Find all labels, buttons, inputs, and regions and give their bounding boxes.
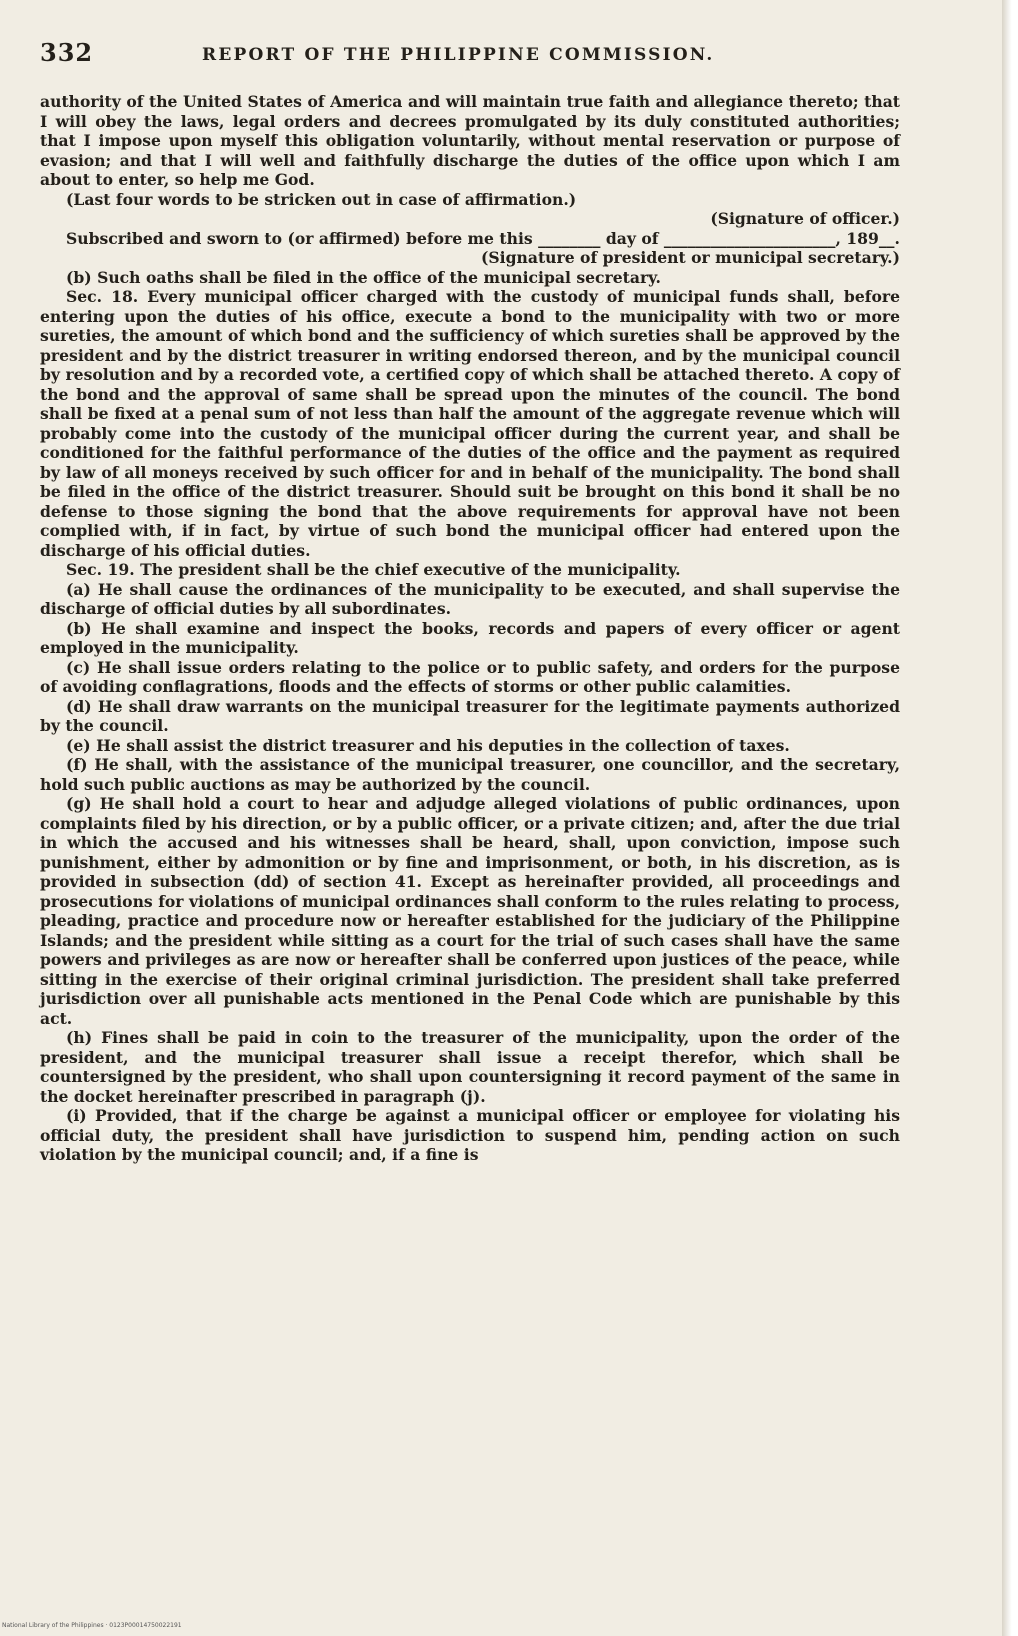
paragraph-subscribed: Subscribed and sworn to (or affirmed) before me this ________ day of ______________________, 189__. [66,228,900,248]
paragraph-sec-19-f: (f) He shall, with the assistance of the municipal treasurer, one councillor, and the secretary, hold such public auctions as may be authorized by the council. [40,755,900,794]
paragraph-sec-19-i: (i) Provided, that if the charge be against a municipal officer or employee for violating his official duty, the president shall have jurisdiction to suspend him, pending action on such violation by the municipal council; and, if a fine is [40,1106,900,1164]
paragraph-sec-19-e: (e) He shall assist the district treasurer and his deputies in the collection of taxes. [66,735,790,755]
page-edge [1002,0,1018,1636]
paragraph-affirmation-note: (Last four words to be stricken out in case of affirmation.) [66,189,577,209]
paragraph-sec-19-g: (g) He shall hold a court to hear and adjudge alleged violations of public ordinances, upon complaints filed by his direction, or by a public officer, or a private citizen; and, after the due trial in which the accused and his witnesses shall be heard, shall, upon conviction, impose such punishment, either by admonition or by fine and imprisonment, or both, in his discretion, as is provided in subsection (dd) of section 41. Except as hereinafter provided, all proceedings and prosecutions for violations of municipal ordinances shall conform to the rules relating to process, pleading, practice and procedure now or hereafter established for the judiciary of the Philippine Islands; and the president while sitting as a court for the trial of such cases shall have the same powers and privileges as are now or hereafter shall be conferred upon justices of the peace, while sitting in the exercise of their original criminal jurisdiction. The president shall take preferred jurisdiction over all punishable acts mentioned in the Penal Code which are punishable by this act. [40,794,900,1028]
page-number: 332 [40,38,94,67]
paragraph-sec-19-h: (h) Fines shall be paid in coin to the treasurer of the municipality, upon the order of the president, and the municipal treasurer shall issue a receipt therefor, which shall be countersigned by the president, who shall upon countersigning it record payment of the same in the docket hereinafter prescribed in paragraph (j). [40,1028,900,1106]
signature-officer-line: (Signature of officer.) [710,209,900,228]
body-text [40,92,900,1165]
page-header [40,36,900,76]
paragraph-sec-19-b: (b) He shall examine and inspect the books, records and papers of every officer or agent employed in the municipality. [40,618,900,657]
running-title: REPORT OF THE PHILIPPINE COMMISSION. [202,45,715,65]
paragraph-oath-continued: authority of the United States of America and will maintain true faith and allegiance thereto; that I will obey the laws, legal orders and decrees promulgated by its duly constituted authorities; that I impose upon myself this obligation voluntarily, without mental reservation or purpose of evasion; and that I will well and faithfully discharge the duties of the office upon which I am about to enter, so help me God. [40,92,900,189]
paragraph-oaths-filed: (b) Such oaths shall be filed in the office of the municipal secretary. [66,267,661,287]
scan-footer-note: National Library of the Philippines · 0123P00014750022191 [2,1622,182,1629]
paragraph-sec-19-a: (a) He shall cause the ordinances of the municipality to be executed, and shall supervise the discharge of official duties by all subordinates. [40,579,900,618]
signature-president-line: (Signature of president or municipal secretary.) [481,248,900,267]
paragraph-sec-19-d: (d) He shall draw warrants on the municipal treasurer for the legitimate payments authorized by the council. [40,696,900,735]
paragraph-sec-19-c: (c) He shall issue orders relating to the police or to public safety, and orders for the purpose of avoiding conflagrations, floods and the effects of storms or other public calamities. [40,657,900,696]
paragraph-sec-18: Sec. 18. Every municipal officer charged with the custody of municipal funds shall, before entering upon the duties of his office, execute a bond to the municipality with two or more sureties, the amount of which bond and the sufficiency of which sureties shall be approved by the president and by the district treasurer in writing endorsed thereon, and by the municipal council by resolution and by a recorded vote, a certified copy of which shall be attached thereto. A copy of the bond and the approval of same shall be spread upon the minutes of the council. The bond shall be fixed at a penal sum of not less than half the amount of the aggregate revenue which will probably come into the custody of the municipal officer during the current year, and shall be conditioned for the faithful performance of the duties of the office and the payment as required by law of all moneys received by such officer for and in behalf of the municipality. The bond shall be filed in the office of the district treasurer. Should suit be brought on this bond it shall be no defense to those signing the bond that the above requirements for approval have not been complied with, if in fact, by virtue of such bond the municipal officer had entered upon the discharge of his official duties. [40,287,900,560]
paragraph-sec-19: Sec. 19. The president shall be the chief executive of the municipality. [66,560,681,579]
